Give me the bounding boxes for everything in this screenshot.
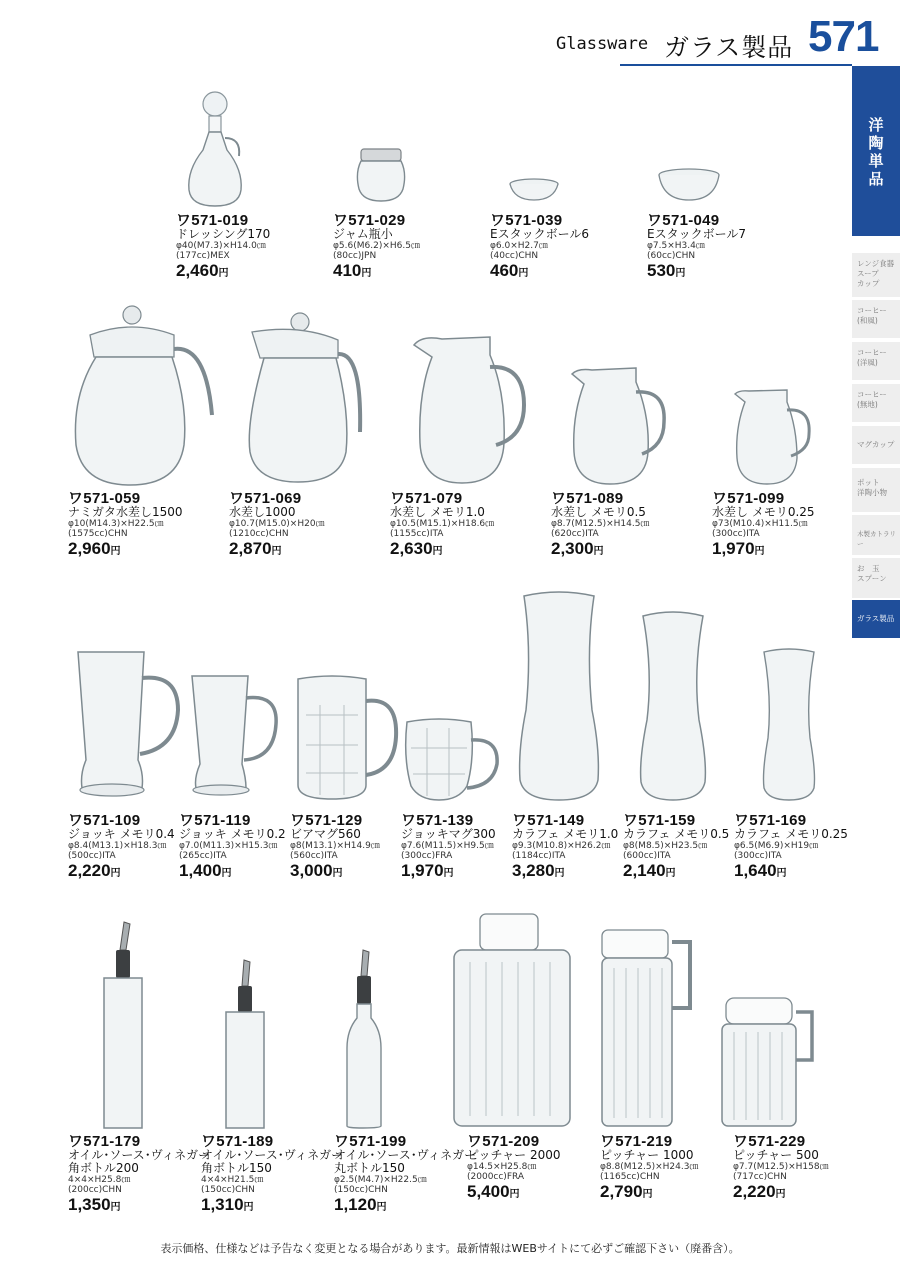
product-item: [390, 492, 550, 560]
yen-unit: 円: [110, 868, 121, 879]
side-tab-range-soup[interactable]: レンジ食器 スープ カップ: [852, 253, 900, 297]
product-price: 1,400: [179, 861, 222, 880]
pourer-bottle-icon: [343, 948, 385, 1130]
product-name: オイル･ソース･ヴィネガー 角ボトル150: [201, 1148, 344, 1175]
product-price: 1,970: [712, 539, 755, 558]
product-item: [176, 214, 336, 282]
product-item: [712, 492, 847, 560]
product-price: 3,280: [512, 861, 555, 880]
product-price: 2,960: [68, 539, 111, 558]
product-price: 2,460: [176, 261, 219, 280]
product-capacity-origin: (560cc)ITA: [290, 851, 338, 861]
product-capacity-origin: (150cc)CHN: [334, 1185, 388, 1195]
product-name: ピッチャー 2000: [467, 1148, 561, 1162]
beer-mug-icon: [74, 650, 184, 800]
header-title-ja: ガラス製品: [664, 33, 794, 62]
side-tab-ladle[interactable]: お 玉 スプーン: [852, 558, 900, 598]
product-name: カラフェ メモリ0.5: [623, 827, 730, 841]
yen-unit: 円: [221, 868, 232, 879]
product-code: ワ571-189: [201, 1133, 274, 1150]
side-tab-glassware[interactable]: ガラス製品: [852, 600, 900, 638]
yen-unit: 円: [376, 1202, 387, 1213]
product-dimensions: φ7.5×H3.4㎝: [647, 241, 705, 251]
product-dimensions: φ2.5(M4.7)×H22.5㎝: [334, 1175, 427, 1185]
product-code: ワ571-229: [733, 1133, 806, 1150]
lidded-jug-icon: [246, 312, 366, 484]
product-name: 水差し メモリ0.25: [712, 505, 815, 519]
product-capacity-origin: (1165cc)CHN: [600, 1172, 660, 1182]
product-dimensions: φ14.5×H25.8㎝: [467, 1162, 537, 1172]
side-tab-pot[interactable]: ポット 洋陶小物: [852, 468, 900, 512]
product-item: [229, 492, 389, 560]
product-item: [734, 814, 849, 882]
bowl-icon: [508, 178, 560, 204]
side-tab-coffee-western[interactable]: コーヒー (洋風): [852, 342, 900, 380]
pourer-bottle-icon: [100, 920, 146, 1130]
product-code: ワ571-179: [68, 1133, 141, 1150]
product-code: ワ571-079: [390, 490, 463, 507]
product-name: オイル･ソース･ヴィネガー 角ボトル200: [68, 1148, 211, 1175]
product-capacity-origin: (60cc)CHN: [647, 251, 696, 261]
product-item: [647, 214, 807, 282]
main-tab-char: 品: [868, 170, 884, 188]
product-name: ビアマグ560: [290, 827, 361, 841]
yen-unit: 円: [218, 268, 229, 279]
product-capacity-origin: (177cc)MEX: [176, 251, 230, 261]
product-dimensions: φ73(M10.4)×H11.5㎝: [712, 519, 808, 529]
product-code: ワ571-089: [551, 490, 624, 507]
product-name: オイル･ソース･ヴィネガー 丸ボトル150: [334, 1148, 477, 1175]
yen-unit: 円: [665, 868, 676, 879]
product-code: ワ571-029: [333, 212, 406, 229]
side-tab-coffee-japanese[interactable]: コーヒー (和風): [852, 300, 900, 338]
product-price: 2,790: [600, 1182, 643, 1201]
yen-unit: 円: [776, 868, 787, 879]
product-capacity-origin: (80cc)JPN: [333, 251, 377, 261]
side-tab-wood-cutlery[interactable]: 木製カトラリー: [852, 515, 900, 555]
product-code: ワ571-199: [334, 1133, 407, 1150]
product-code: ワ571-039: [490, 212, 563, 229]
product-name: Eスタックボール7: [647, 227, 746, 241]
product-code: ワ571-049: [647, 212, 720, 229]
yen-unit: 円: [518, 268, 529, 279]
product-price: 2,220: [733, 1182, 776, 1201]
product-capacity-origin: (2000cc)FRA: [467, 1172, 525, 1182]
product-dimensions: φ8.8(M12.5)×H24.3㎝: [600, 1162, 699, 1172]
product-code: ワ571-159: [623, 812, 696, 829]
product-price: 5,400: [467, 1182, 510, 1201]
ribbed-pitcher-icon: [450, 912, 574, 1130]
product-dimensions: φ8(M8.5)×H23.5㎝: [623, 841, 708, 851]
product-code: ワ571-109: [68, 812, 141, 829]
ribbed-pitcher-icon: [596, 928, 698, 1130]
product-item: [68, 492, 228, 560]
product-dimensions: φ10.7(M15.0)×H20㎝: [229, 519, 325, 529]
yen-unit: 円: [509, 1189, 520, 1200]
yen-unit: 円: [110, 1202, 121, 1213]
yen-unit: 円: [271, 546, 282, 557]
product-code: ワ571-019: [176, 212, 249, 229]
yen-unit: 円: [243, 1202, 254, 1213]
product-dimensions: φ6.5(M6.9)×H19㎝: [734, 841, 819, 851]
product-name: ジョッキ メモリ0.2: [179, 827, 286, 841]
carafe-icon: [516, 590, 602, 802]
product-capacity-origin: (200cc)CHN: [68, 1185, 122, 1195]
product-capacity-origin: (40cc)CHN: [490, 251, 539, 261]
product-code: ワ571-219: [600, 1133, 673, 1150]
product-name: 水差し メモリ1.0: [390, 505, 485, 519]
product-price: 2,140: [623, 861, 666, 880]
cruet-icon: [185, 90, 245, 210]
pourer-bottle-icon: [222, 958, 268, 1130]
yen-unit: 円: [675, 268, 686, 279]
bowl-icon: [657, 168, 721, 204]
product-price: 2,870: [229, 539, 272, 558]
product-dimensions: φ8.4(M13.1)×H18.3㎝: [68, 841, 167, 851]
product-price: 3,000: [290, 861, 333, 880]
product-name: ジャム瓶小: [333, 227, 393, 241]
product-dimensions: 4×4×H25.8㎝: [68, 1175, 131, 1185]
product-dimensions: φ40(M7.3)×H14.0㎝: [176, 241, 266, 251]
product-price: 1,310: [201, 1195, 244, 1214]
product-name: ピッチャー 500: [733, 1148, 819, 1162]
product-capacity-origin: (300cc)FRA: [401, 851, 453, 861]
product-price: 2,630: [390, 539, 433, 558]
yen-unit: 円: [110, 546, 121, 557]
main-category-tab[interactable]: [852, 66, 900, 236]
product-name: 水差し メモリ0.5: [551, 505, 646, 519]
dimple-mug-icon: [296, 675, 400, 801]
product-price: 2,220: [68, 861, 111, 880]
side-tab-mug[interactable]: マグカップ: [852, 426, 900, 464]
product-dimensions: 4×4×H21.5㎝: [201, 1175, 264, 1185]
product-code: ワ571-059: [68, 490, 141, 507]
product-price: 530: [647, 261, 676, 280]
lidded-jug-icon: [70, 305, 220, 487]
product-price: 1,640: [734, 861, 777, 880]
product-dimensions: φ9.3(M10.8)×H26.2㎝: [512, 841, 611, 851]
beer-mug-icon: [188, 674, 280, 800]
product-code: ワ571-069: [229, 490, 302, 507]
product-price: 460: [490, 261, 519, 280]
product-code: ワ571-209: [467, 1133, 540, 1150]
product-capacity-origin: (300cc)ITA: [712, 529, 760, 539]
product-name: Eスタックボール6: [490, 227, 589, 241]
product-price: 1,970: [401, 861, 444, 880]
product-item: [333, 214, 493, 282]
product-code: ワ571-129: [290, 812, 363, 829]
product-capacity-origin: (1575cc)CHN: [68, 529, 128, 539]
pitcher-icon: [733, 388, 813, 486]
product-dimensions: φ5.6(M6.2)×H6.5㎝: [333, 241, 420, 251]
main-tab-char: 洋: [868, 116, 884, 134]
product-name: ドレッシング170: [176, 227, 271, 241]
header-title-en: Glassware: [556, 34, 649, 54]
main-tab-char: 陶: [868, 134, 884, 152]
yen-unit: 円: [593, 546, 604, 557]
product-code: ワ571-139: [401, 812, 474, 829]
product-code: ワ571-119: [179, 812, 251, 829]
product-capacity-origin: (1210cc)CHN: [229, 529, 289, 539]
carafe-icon: [760, 648, 818, 802]
product-capacity-origin: (600cc)ITA: [623, 851, 671, 861]
product-item: [733, 1135, 848, 1203]
page-number: 571: [808, 12, 879, 61]
yen-unit: 円: [754, 546, 765, 557]
ribbed-pitcher-icon: [718, 996, 816, 1130]
product-name: ピッチャー 1000: [600, 1148, 694, 1162]
product-dimensions: φ8.7(M12.5)×H14.5㎝: [551, 519, 650, 529]
product-price: 2,300: [551, 539, 594, 558]
yen-unit: 円: [432, 546, 443, 557]
product-capacity-origin: (1155cc)ITA: [390, 529, 444, 539]
yen-unit: 円: [361, 268, 372, 279]
yen-unit: 円: [642, 1189, 653, 1200]
pitcher-icon: [570, 366, 668, 486]
product-dimensions: φ7.7(M12.5)×H158㎝: [733, 1162, 829, 1172]
product-price: 1,120: [334, 1195, 377, 1214]
carafe-icon: [637, 610, 709, 802]
yen-unit: 円: [443, 868, 454, 879]
main-tab-char: 単: [868, 152, 884, 170]
jam-jar-icon: [355, 147, 407, 203]
product-item: [551, 492, 711, 560]
footer-notice: 表示価格、仕様などは予告なく変更となる場合があります。最新情報はWEBサイトにて必ずご確認下さい（廃番含）。: [160, 1242, 740, 1255]
product-dimensions: φ7.0(M11.3)×H15.3㎝: [179, 841, 278, 851]
product-price: 1,350: [68, 1195, 111, 1214]
product-capacity-origin: (300cc)ITA: [734, 851, 782, 861]
product-dimensions: φ10.5(M15.1)×H18.6㎝: [390, 519, 495, 529]
yen-unit: 円: [332, 868, 343, 879]
product-capacity-origin: (1184cc)ITA: [512, 851, 566, 861]
product-price: 410: [333, 261, 362, 280]
product-item: [490, 214, 650, 282]
product-name: カラフェ メモリ0.25: [734, 827, 848, 841]
yen-unit: 円: [554, 868, 565, 879]
product-capacity-origin: (620cc)ITA: [551, 529, 599, 539]
dimple-mug-icon: [405, 718, 501, 802]
header-rule: [620, 64, 852, 66]
product-name: カラフェ メモリ1.0: [512, 827, 619, 841]
product-code: ワ571-169: [734, 812, 807, 829]
product-code: ワ571-099: [712, 490, 785, 507]
product-code: ワ571-149: [512, 812, 585, 829]
product-dimensions: φ10(M14.3)×H22.5㎝: [68, 519, 164, 529]
product-capacity-origin: (500cc)ITA: [68, 851, 116, 861]
product-name: 水差し1000: [229, 505, 296, 519]
product-capacity-origin: (150cc)CHN: [201, 1185, 255, 1195]
product-capacity-origin: (717cc)CHN: [733, 1172, 787, 1182]
product-dimensions: φ6.0×H2.7㎝: [490, 241, 548, 251]
product-capacity-origin: (265cc)ITA: [179, 851, 227, 861]
product-name: ジョッキ メモリ0.4: [68, 827, 175, 841]
pitcher-icon: [412, 333, 526, 485]
product-name: ナミガタ水差し1500: [68, 505, 183, 519]
yen-unit: 円: [775, 1189, 786, 1200]
side-tab-coffee-plain[interactable]: コーヒー (無地): [852, 384, 900, 422]
product-dimensions: φ7.6(M11.5)×H9.5㎝: [401, 841, 494, 851]
product-dimensions: φ8(M13.1)×H14.9㎝: [290, 841, 380, 851]
product-name: ジョッキマグ300: [401, 827, 496, 841]
